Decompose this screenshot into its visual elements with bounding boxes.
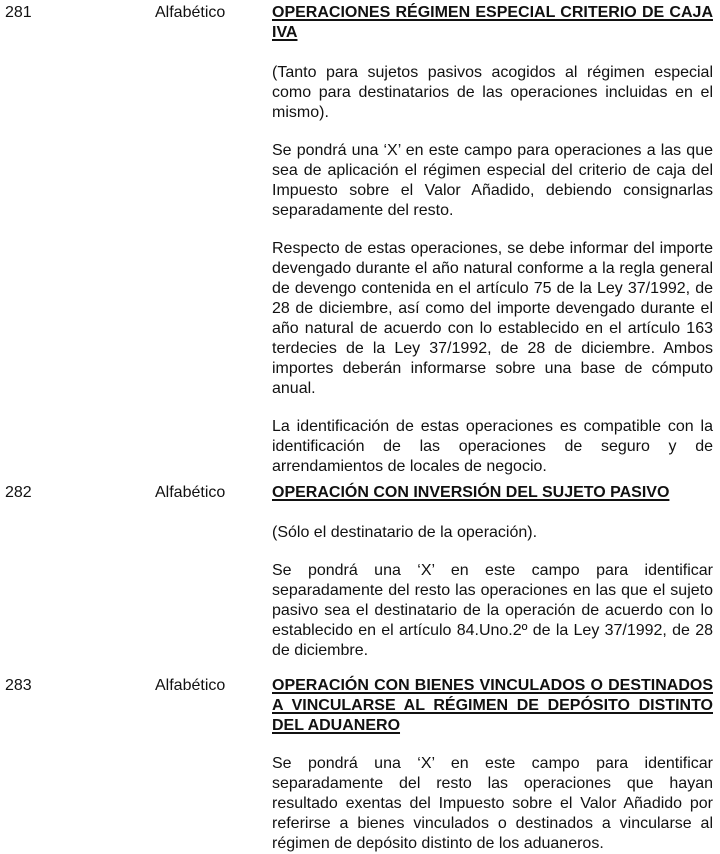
field-paragraph: (Sólo el destinatario de la operación). bbox=[272, 524, 538, 541]
field-paragraph: (Tanto para sujetos pasivos acogidos al régimen especial como para destinatarios de las operaciones incluidas en el mismo). bbox=[272, 64, 713, 121]
field-heading: OPERACIONES RÉGIMEN ESPECIAL CRITERIO DE CAJA IVA bbox=[272, 4, 713, 41]
field-paragraph: Se pondrá una ‘X’ en este campo para operaciones a las que sea de aplicación el régimen especial del criterio de caja del Impuesto sobre el Valor Añadido, debiendo consignarlas separadamente del resto. bbox=[272, 142, 713, 219]
field-heading: OPERACIÓN CON BIENES VINCULADOS O DESTINADOS A VINCULARSE AL RÉGIMEN DE DEPÓSITO DISTINTO DEL ADUANERO bbox=[272, 677, 713, 734]
field-paragraph: Se pondrá una ‘X’ en este campo para identificar separadamente del resto las operaciones en las que el sujeto pasivo sea el destinatario de la operación de acuerdo con lo establecido en el artículo 84.Uno.2º de la Ley 37/1992, de 28 de diciembre. bbox=[272, 562, 713, 659]
field-number: 283 bbox=[5, 677, 32, 694]
field-type: Alfabético bbox=[155, 677, 226, 694]
field-number: 282 bbox=[5, 484, 32, 501]
field-description bbox=[272, 676, 713, 854]
field-paragraph: Se pondrá una ‘X’ en este campo para identificar separadamente del resto las operaciones que hayan resultado exentas del Impuesto sobre el Valor Añadido por referirse a bienes vinculados o destinados a vincularse al régimen de depósito distinto de los aduaneros. bbox=[272, 755, 713, 852]
field-paragraph: Respecto de estas operaciones, se debe informar del importe devengado durante el año natural conforme a la regla general de devengo contenida en el artículo 75 de la Ley 37/1992, de 28 de diciembre, así como del importe devengado durante el año natural de acuerdo con lo establecido en el artículo 163 terdecies de la Ley 37/1992, de 28 de diciembre. Ambos importes deberán informarse sobre una base de cómputo anual. bbox=[272, 240, 713, 397]
field-description bbox=[272, 3, 713, 477]
field-number: 281 bbox=[5, 4, 32, 21]
field-description bbox=[272, 483, 713, 661]
field-type: Alfabético bbox=[155, 4, 226, 21]
field-type: Alfabético bbox=[155, 484, 226, 501]
field-heading: OPERACIÓN CON INVERSIÓN DEL SUJETO PASIVO bbox=[272, 484, 670, 501]
field-paragraph: La identificación de estas operaciones es compatible con la identificación de las operaciones de seguro y de arrendamientos de locales de negocio. bbox=[272, 418, 713, 475]
